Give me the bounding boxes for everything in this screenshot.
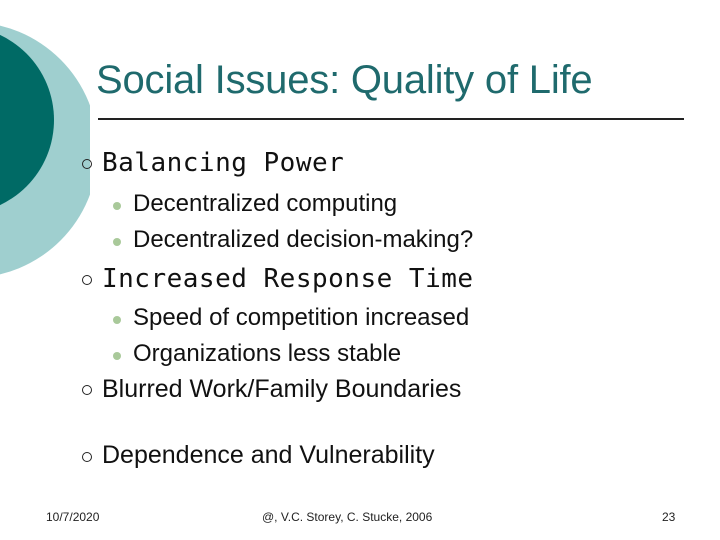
bullet-1: Balancing Power — [102, 148, 345, 178]
slide-title: Social Issues: Quality of Life — [96, 58, 593, 102]
sub-bullet-dot-icon — [113, 202, 121, 210]
sub-bullet-1-1: Decentralized computing — [133, 190, 398, 217]
footer-credit: @, V.C. Storey, C. Stucke, 2006 — [262, 510, 433, 524]
sub-bullet-dot-icon — [113, 238, 121, 246]
bullet-4: Dependence and Vulnerability — [102, 441, 435, 469]
bullet-2: Increased Response Time — [102, 264, 474, 294]
title-underline — [98, 118, 684, 120]
bullet-ring-icon — [82, 385, 92, 395]
sub-bullet-2-2: Organizations less stable — [133, 340, 402, 367]
bullet-ring-icon — [82, 452, 92, 462]
sub-bullet-2-1: Speed of competition increased — [133, 304, 470, 331]
footer-date: 10/7/2020 — [46, 510, 100, 524]
footer-page-number: 23 — [662, 510, 676, 524]
bullet-ring-icon — [82, 159, 92, 169]
sub-bullet-dot-icon — [113, 316, 121, 324]
sub-bullet-1-2: Decentralized decision-making? — [133, 226, 474, 253]
bullet-ring-icon — [82, 275, 92, 285]
sub-bullet-dot-icon — [113, 352, 121, 360]
bullet-3: Blurred Work/Family Boundaries — [102, 375, 462, 403]
decorative-circles — [0, 0, 90, 290]
